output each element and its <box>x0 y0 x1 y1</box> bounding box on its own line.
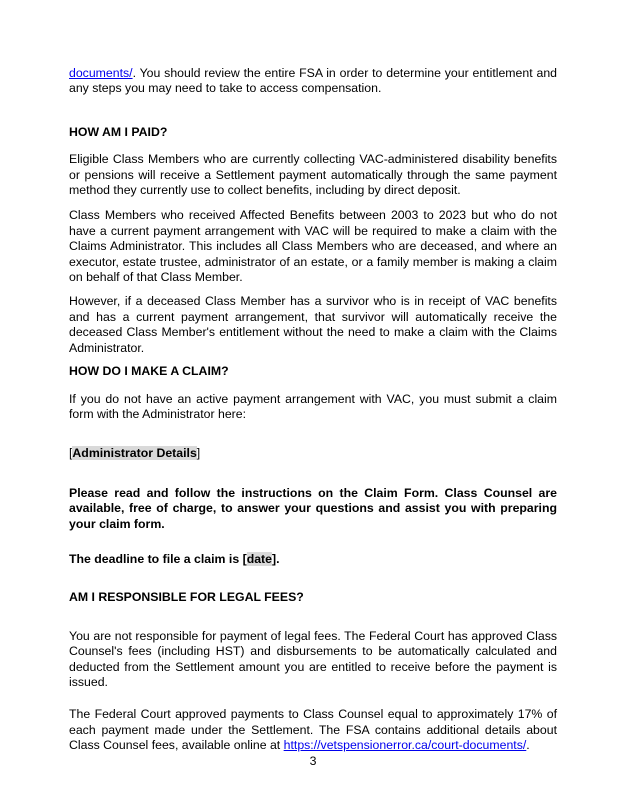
paragraph-deadline <box>69 552 557 567</box>
deadline-open-bracket: [ <box>242 551 247 566</box>
paragraph-claim-required: Class Members who received Affected Benefits between 2003 to 2023 but who do not have a current payment arrangement with VAC will be required to make a claim with the Claims Administrator. This includes all Class Members who are deceased, and where an executor, estate trustee, administrator of an estate, or a family member is making a claim on behalf of that Class Member. <box>69 208 557 285</box>
paragraph-intro-text: . You should review the entire FSA in order to determine your entitlement and any steps you may need to take to access compensation. <box>69 66 557 96</box>
paragraph-instructions-bold: Please read and follow the instructions on the Claim Form. Class Counsel are available, free of charge, to answer your questions and assist you with preparing your claim form. <box>69 485 557 531</box>
heading-how-am-i-paid: HOW AM I PAID? <box>69 124 168 139</box>
admin-close-bracket: ] <box>196 446 201 461</box>
heading-how-do-i-make-a-claim: HOW DO I MAKE A CLAIM? <box>69 364 229 379</box>
paragraph-survivor: However, if a deceased Class Member has a survivor who is in receipt of VAC benefits and has a current payment arrangement, that survivor will automatically receive the deceased Class Member's entitlement without the need to make a claim with the Claims Administrator. <box>69 294 557 355</box>
administrator-details-placeholder <box>69 446 557 461</box>
admin-details-field: Administrator Details <box>72 446 197 461</box>
page-number: 3 <box>309 753 317 768</box>
court-approved-period: . <box>526 738 530 753</box>
paragraph-eligible-members: Eligible Class Members who are currently collecting VAC-administered disability benefits or pensions will receive a Settlement payment automatically through the same payment method they currently use to collect benefits, including by direct deposit. <box>69 152 557 198</box>
paragraph-intro <box>69 66 557 97</box>
deadline-date-field: date <box>246 551 272 566</box>
deadline-text: The deadline to file a claim is <box>69 551 243 566</box>
paragraph-not-responsible: You are not responsible for payment of legal fees. The Federal Court has approved Class Counsel's fees (including HST) and disbursements to be automatically calculated and deducted from the Settlement amount you are entitled to receive before the payment is issued. <box>69 628 557 689</box>
paragraph-submit-claim: If you do not have an active payment arrangement with VAC, you must submit a claim form with the Administrator here: <box>69 391 557 421</box>
heading-legal-fees: AM I RESPONSIBLE FOR LEGAL FEES? <box>69 590 304 605</box>
paragraph-court-approved <box>69 707 557 753</box>
deadline-close-bracket: ]. <box>271 551 280 566</box>
vetspensionerror-link[interactable]: https://vetspensionerror.ca/court-documents/ <box>283 738 527 753</box>
court-approved-text: The Federal Court approved payments to Class Counsel equal to approximately 17% of each payment made under the Settlement. The FSA contains additional details about Class Counsel fees, available online at <box>69 707 557 753</box>
admin-open-bracket: [ <box>69 446 73 461</box>
court-documents-link[interactable]: documents/ <box>69 66 133 80</box>
